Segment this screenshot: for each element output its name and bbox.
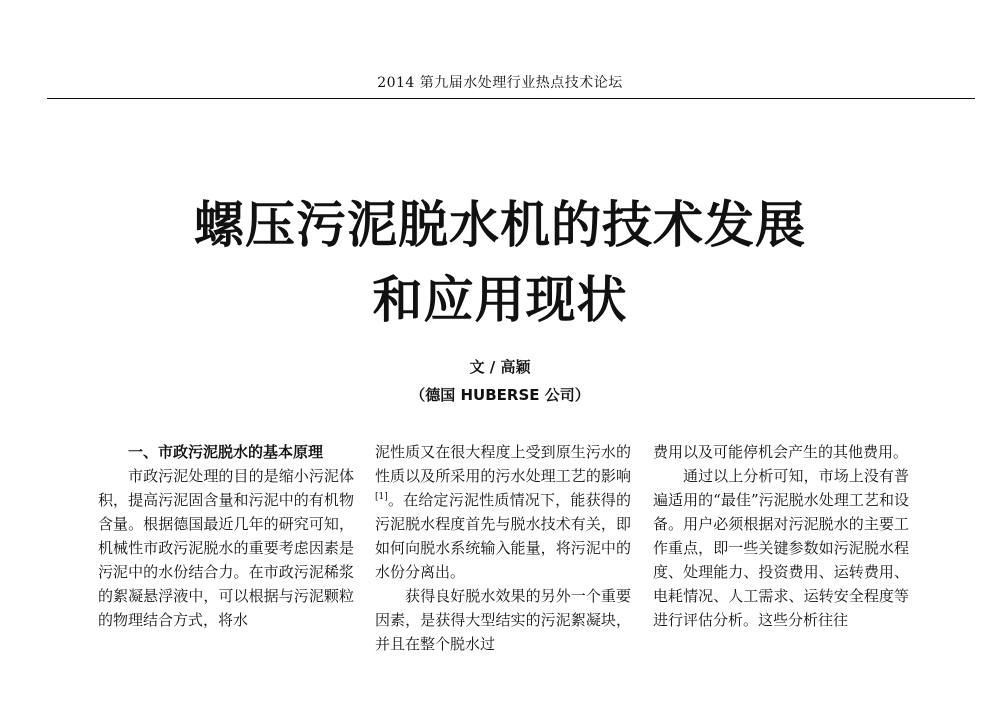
paragraph <box>375 440 631 584</box>
reference-mark: [1] <box>375 492 388 502</box>
paragraph: 费用以及可能停机会产生的其他费用。 <box>653 443 909 461</box>
column-1 <box>98 440 354 632</box>
running-header: 2014 第九届水处理行业热点技术论坛 <box>377 75 623 91</box>
paragraph: 通过以上分析可知，市场上没有普遍适用的“最佳”污泥脱水处理工艺和设备。用户必须根据对污泥脱水的主要工作重点，即一些关键参数如污泥脱水程度、处理能力、投资费用、运转费用、电耗情况、人工需求、运转安全程度等进行评估分析。这些分析往往 <box>653 467 909 629</box>
article-title-line-2: 和应用现状 <box>372 270 628 329</box>
article-title-line-1: 螺压污泥脱水机的技术发展 <box>194 195 806 254</box>
column-2 <box>375 440 631 656</box>
header-rule <box>47 98 975 99</box>
paragraph: 获得良好脱水效果的另外一个重要因素，是获得大型结实的污泥絮凝块，并且在整个脱水过 <box>375 587 631 653</box>
paragraph: 市政污泥处理的目的是缩小污泥体积，提高污泥固含量和污泥中的有机物含量。根据德国最近几年的研究可知，机械性市政污泥脱水的重要考虑因素是污泥中的水份结合力。在市政污泥稀浆的絮凝悬浮液中，可以根据与污泥颗粒的物理结合方式，将水 <box>98 467 354 629</box>
byline: 文 / 高颖 <box>469 358 531 376</box>
paragraph-text: 泥性质又在很大程度上受到原生污水的性质以及所采用的污水处理工艺的影响 <box>375 443 631 485</box>
paragraph-text: 。在给定污泥性质情况下，能获得的污泥脱水程度首先与脱水技术有关，即如何向脱水系统输入能量，将污泥中的水份分离出。 <box>375 491 631 581</box>
column-3 <box>653 440 909 632</box>
affiliation: （德国 HUBERSE 公司） <box>410 386 590 404</box>
section-heading: 一、市政污泥脱水的基本原理 <box>128 443 324 461</box>
